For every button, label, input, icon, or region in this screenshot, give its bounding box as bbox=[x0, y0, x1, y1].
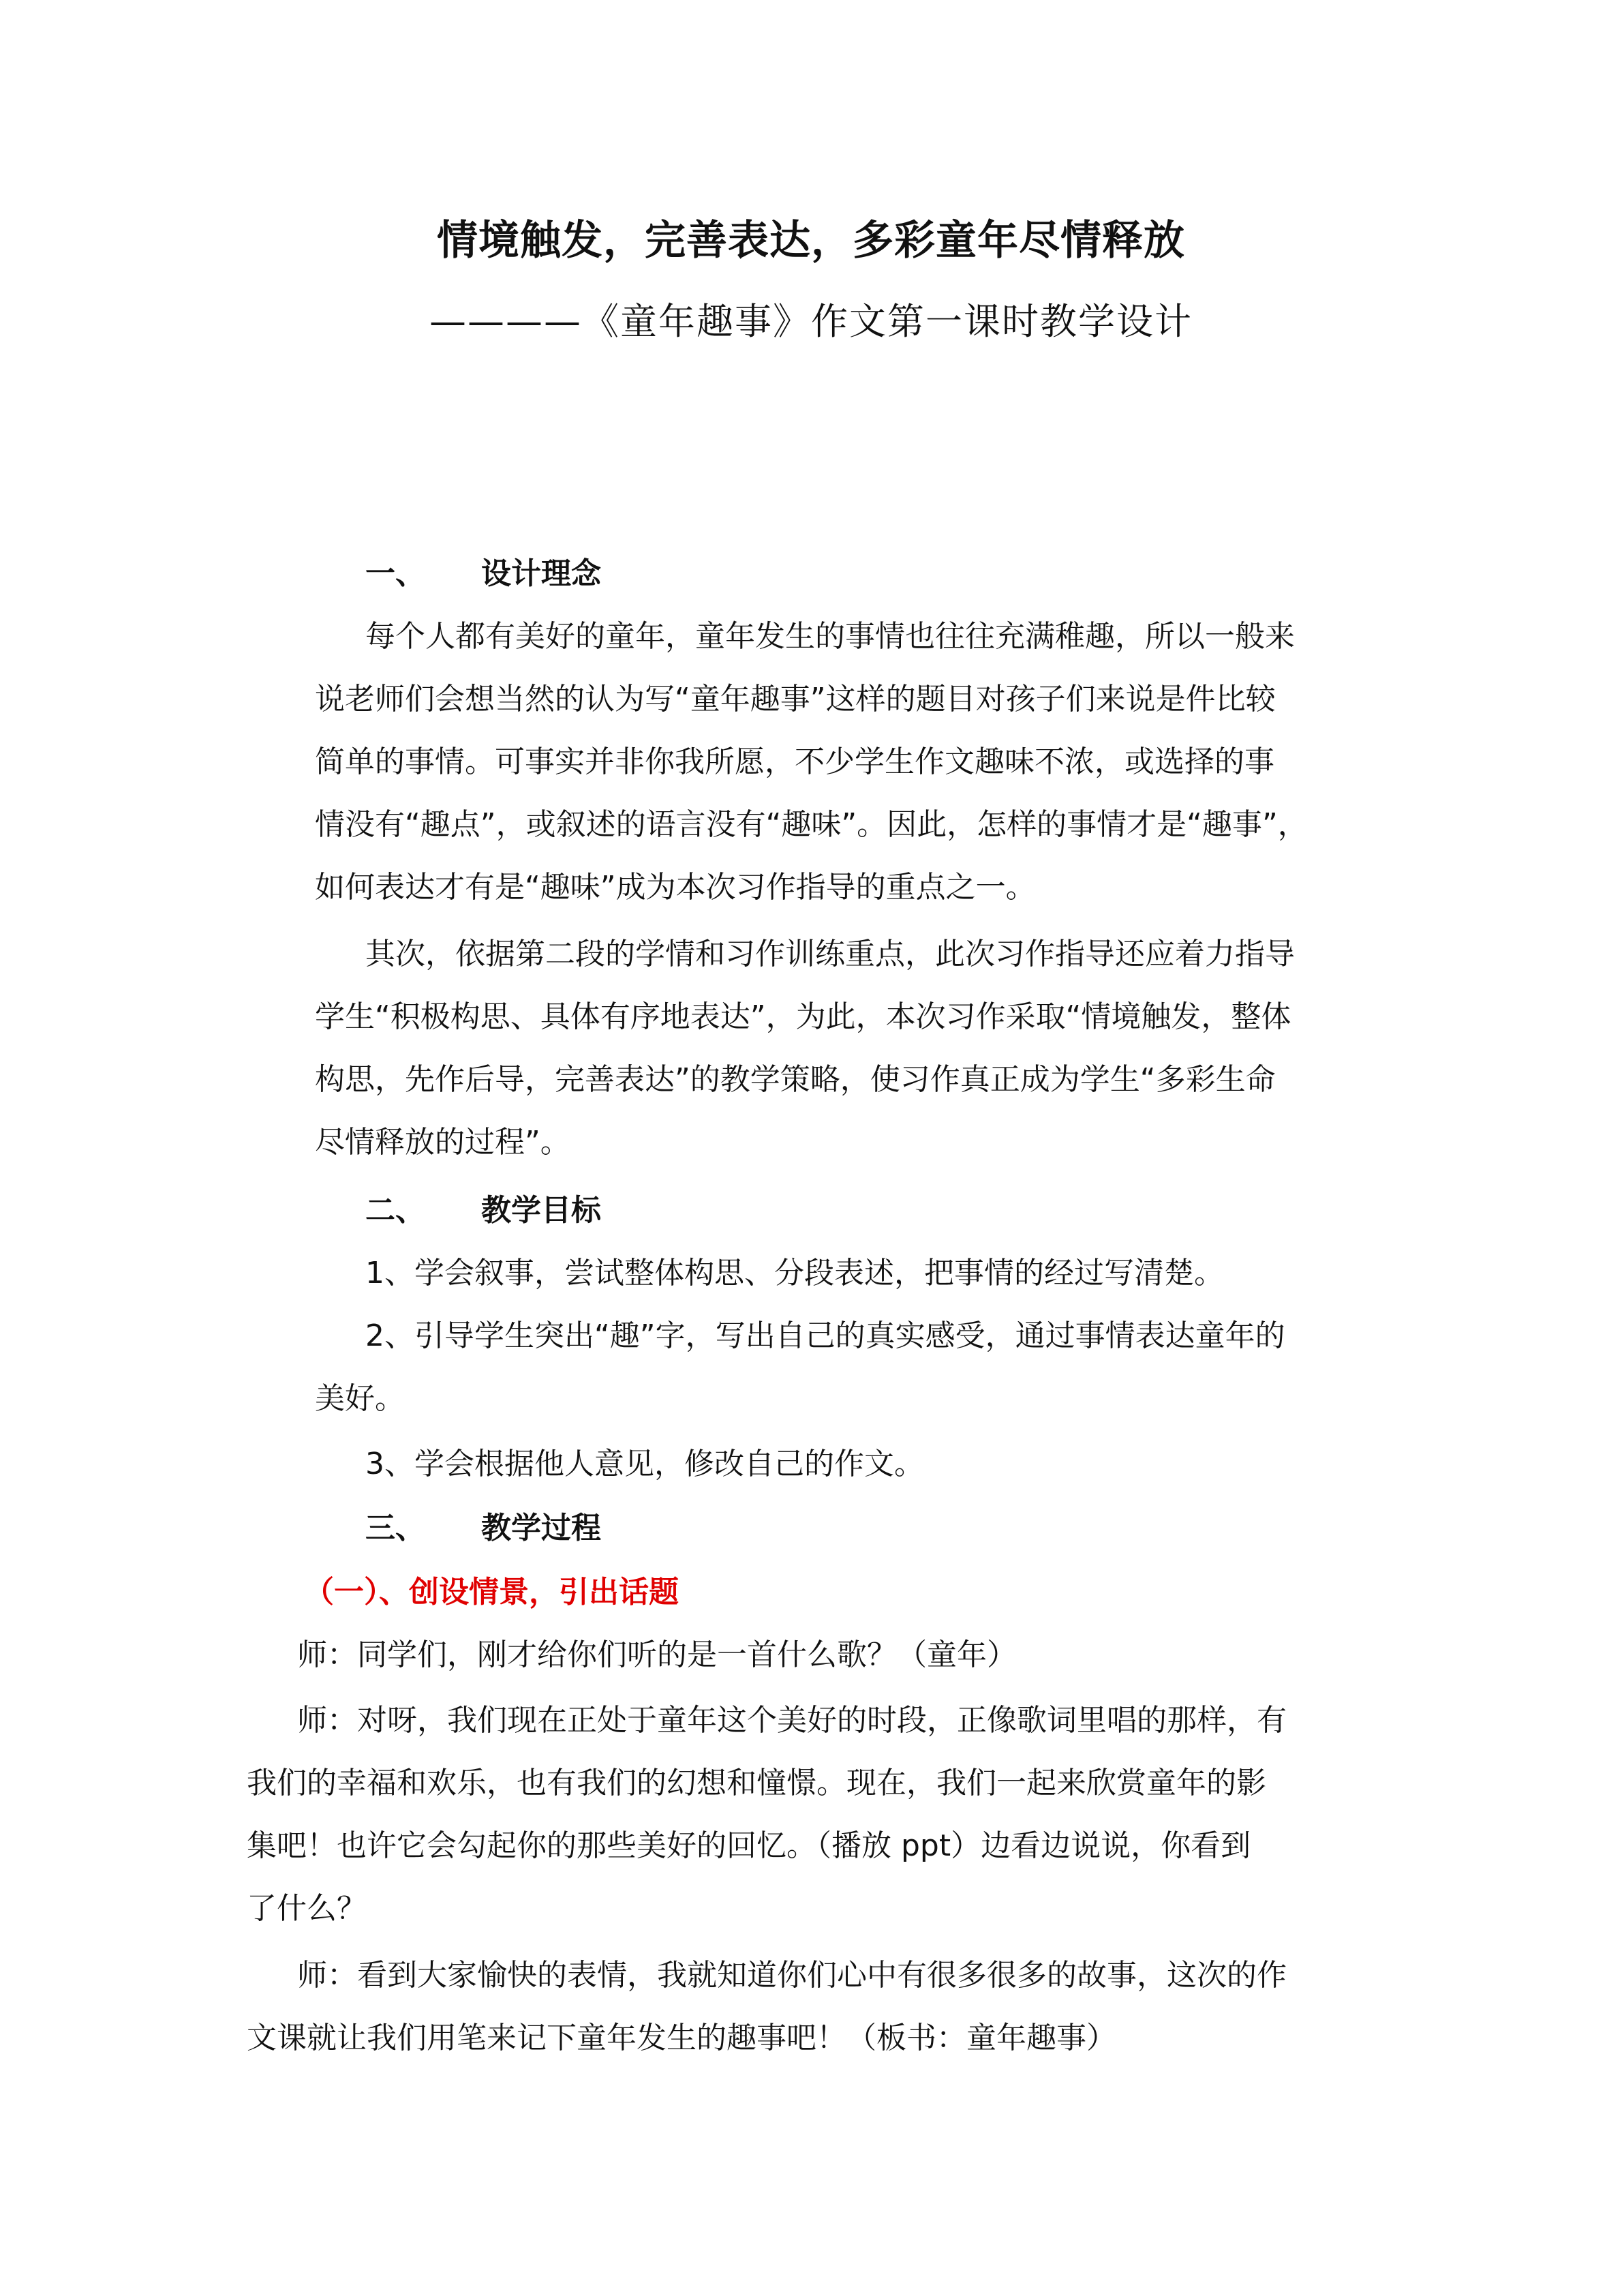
section-number: 三、 bbox=[365, 1511, 425, 1545]
section-title: 设计理念 bbox=[481, 556, 601, 591]
goal-item-3: 3、学会根据他人意见，修改自己的作文。 bbox=[365, 1447, 924, 1481]
dialogue-line: 师：同学们，刚才给你们听的是一首什么歌？（童年） bbox=[297, 1637, 1017, 1672]
goal-item-2: 2、引导学生突出“趣”字，写出自己的真实感受，通过事情表达童年的 bbox=[365, 1318, 1285, 1353]
dialogue-line: 我们的幸福和欢乐，也有我们的幻想和憧憬。现在，我们一起来欣赏童年的影 bbox=[247, 1766, 1266, 1800]
paragraph-line: 如何表达才有是“趣味”成为本次习作指导的重点之一。 bbox=[315, 870, 1036, 905]
goal-item-1: 1、学会叙事，尝试整体构思、分段表述，把事情的经过写清楚。 bbox=[365, 1256, 1224, 1290]
paragraph-line: 情没有“趣点”，或叙述的语言没有“趣味”。因此，怎样的事情才是“趣事”， bbox=[315, 807, 1308, 842]
paragraph-line: 学生“积极构思、具体有序地表达”，为此，本次习作采取“情境触发，整体 bbox=[315, 999, 1291, 1034]
dialogue-line: 师：对呀，我们现在正处于童年这个美好的时段，正像歌词里唱的那样，有 bbox=[297, 1703, 1287, 1738]
section-title: 教学目标 bbox=[481, 1193, 601, 1228]
paragraph-line: 每个人都有美好的童年，童年发生的事情也往往充满稚趣，所以一般来 bbox=[365, 619, 1295, 654]
dialogue-line: 集吧！也许它会勾起你的那些美好的回忆。（播放 ppt）边看边说说，你看到 bbox=[247, 1828, 1251, 1863]
section-number: 二、 bbox=[365, 1193, 425, 1228]
dialogue-line: 文课就让我们用笔来记下童年发生的趣事吧！（板书：童年趣事） bbox=[247, 2021, 1116, 2055]
section-title: 教学过程 bbox=[481, 1511, 601, 1545]
section-number: 一、 bbox=[365, 556, 425, 591]
document-title: 情境触发，完善表达，多彩童年尽情释放 bbox=[437, 217, 1185, 265]
section-heading-3 bbox=[365, 1508, 601, 1549]
subsection-heading: （一）、创设情景，引出话题 bbox=[304, 1575, 679, 1610]
paragraph-line: 其次，依据第二段的学情和习作训练重点，此次习作指导还应着力指导 bbox=[365, 937, 1295, 971]
goal-item-2-continued: 美好。 bbox=[315, 1381, 405, 1416]
paragraph-line: 尽情释放的过程”。 bbox=[315, 1125, 570, 1160]
dialogue-line: 师：看到大家愉快的表情，我就知道你们心中有很多很多的故事，这次的作 bbox=[297, 1958, 1287, 1993]
section-heading-1 bbox=[365, 554, 601, 594]
dialogue-line: 了什么？ bbox=[247, 1891, 367, 1926]
section-heading-2 bbox=[365, 1190, 601, 1231]
paragraph-line: 构思，先作后导，完善表达”的教学策略，使习作真正成为学生“多彩生命 bbox=[315, 1062, 1276, 1097]
document-subtitle: ————《童年趣事》作文第一课时教学设计 bbox=[429, 300, 1193, 343]
paragraph-line: 简单的事情。可事实并非你我所愿，不少学生作文趣味不浓，或选择的事 bbox=[315, 744, 1274, 779]
paragraph-line: 说老师们会想当然的认为写“童年趣事”这样的题目对孩子们来说是件比较 bbox=[315, 682, 1276, 716]
